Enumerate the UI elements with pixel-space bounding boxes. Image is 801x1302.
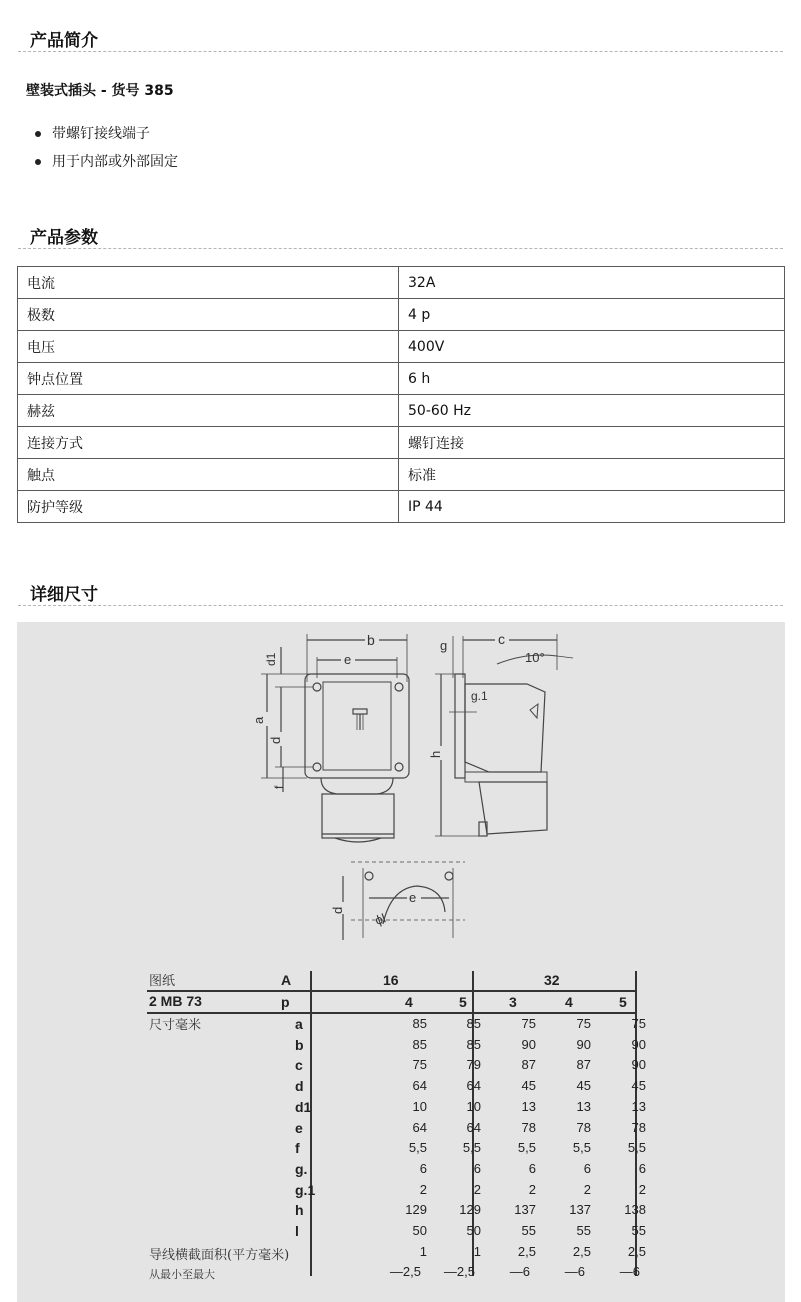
amp-group-32: 32 (544, 972, 560, 988)
table-row (18, 267, 785, 299)
table-cell: 6 (528, 1160, 536, 1176)
table-cell: 13 (631, 1098, 646, 1114)
param-value: 6 h (399, 363, 785, 395)
col-p-header: p (281, 994, 290, 1010)
table-cell: 50 (412, 1223, 427, 1238)
dim-label-phi: ϕl (372, 910, 388, 928)
table-row (18, 331, 785, 363)
table-cell: 55 (521, 1223, 536, 1238)
table-cell: 137 (569, 1202, 591, 1218)
pole-header: 5 (619, 994, 627, 1010)
param-value: 4 p (399, 299, 785, 331)
dimension-drawing (17, 622, 785, 1302)
table-cell: 90 (521, 1036, 536, 1052)
table-cell: —6 (509, 1264, 530, 1280)
param-key: 电压 (18, 331, 399, 363)
table-cell: 75 (631, 1016, 646, 1031)
table-cell: 75 (576, 1016, 591, 1031)
table-cell: 2 (638, 1181, 646, 1197)
table-cell: 1 (419, 1243, 427, 1259)
section-divider (18, 605, 783, 606)
table-cell: 5,5 (572, 1140, 591, 1156)
cross-section-label: 导线横截面积(平方毫米) (149, 1247, 290, 1263)
feature-list (26, 120, 178, 176)
param-value: 螺钉连接 (399, 427, 785, 459)
dim-label-c: c (498, 631, 505, 647)
row-label: b (295, 1036, 304, 1053)
table-cell: 10 (466, 1098, 481, 1114)
table-cell: 13 (521, 1098, 536, 1114)
dim-label-f: f (272, 785, 286, 789)
table-cell: 87 (576, 1057, 591, 1073)
front-view (251, 632, 409, 842)
dim-label-angle: 10° (525, 650, 545, 665)
row-label: h (295, 1202, 304, 1219)
table-cell: 90 (631, 1036, 646, 1052)
params-table (17, 266, 785, 523)
section-divider (18, 51, 783, 52)
table-cell: 79 (466, 1057, 481, 1073)
table-row (18, 491, 785, 523)
table-cell: 55 (631, 1223, 646, 1238)
product-title: 壁装式插头 - 货号 385 (26, 83, 174, 99)
table-cell: 50 (466, 1223, 481, 1238)
table-rule (147, 1012, 635, 1014)
param-value: 400V (399, 331, 785, 363)
row-label: g. (295, 1160, 308, 1177)
row-label: g.1 (295, 1181, 316, 1198)
row-label: a (295, 1016, 303, 1032)
table-cell: 6 (583, 1160, 591, 1176)
param-key: 钟点位置 (18, 363, 399, 395)
table-cell: 85 (412, 1036, 427, 1052)
row-label: d1 (295, 1098, 312, 1115)
table-cell: 2,5 (572, 1243, 591, 1259)
table-cell: 78 (576, 1119, 591, 1135)
param-value: 50-60 Hz (399, 395, 785, 427)
table-cell: 90 (631, 1057, 646, 1073)
section-divider (18, 248, 783, 249)
table-row (18, 299, 785, 331)
table-cell: 6 (419, 1160, 427, 1176)
dim-label-a: a (251, 716, 266, 724)
param-value: 32A (399, 267, 785, 299)
table-cell: 78 (521, 1119, 536, 1135)
dimension-table (147, 968, 647, 1282)
table-cell: 64 (466, 1078, 481, 1094)
side-view (428, 631, 573, 836)
table-cell: 45 (576, 1078, 591, 1094)
table-cell: —2,5 (443, 1264, 475, 1280)
table-cell: 87 (521, 1057, 536, 1073)
row-label: d (295, 1078, 304, 1095)
table-cell: —2,5 (389, 1264, 421, 1280)
drawing-label: 图纸 (149, 974, 176, 989)
table-cell: 137 (514, 1202, 536, 1218)
table-cell: 2 (419, 1181, 427, 1197)
dim-label-b: b (367, 632, 375, 648)
table-cell: 85 (466, 1036, 481, 1052)
row-label: l (295, 1223, 299, 1239)
param-key: 赫兹 (18, 395, 399, 427)
table-rule (473, 990, 635, 992)
table-cell: 6 (473, 1160, 481, 1176)
table-row (18, 427, 785, 459)
table-cell: 64 (412, 1078, 427, 1094)
range-label: 从最小至最大 (149, 1268, 215, 1282)
dim-label-e-lower: e (409, 890, 417, 905)
row-label: f (295, 1140, 300, 1157)
section-title-intro: 产品简介 (30, 31, 98, 51)
technical-drawing (17, 622, 785, 962)
table-cell: 129 (405, 1202, 427, 1218)
param-key: 极数 (18, 299, 399, 331)
table-cell: 2 (583, 1181, 591, 1197)
dim-label-d-lower: d (330, 906, 345, 914)
drawing-code: 2 MB 73 (149, 993, 202, 1009)
row-label: c (295, 1057, 303, 1074)
table-cell: 129 (459, 1202, 481, 1218)
table-cell: —6 (564, 1264, 585, 1280)
feature-item: 用于内部或外部固定 (26, 148, 178, 176)
table-cell: 2,5 (627, 1243, 646, 1259)
table-cell: 6 (638, 1160, 646, 1176)
param-key: 防护等级 (18, 491, 399, 523)
size-label: 尺寸毫米 (149, 1018, 202, 1033)
table-cell: 85 (466, 1016, 481, 1031)
param-key: 电流 (18, 267, 399, 299)
table-cell: 5,5 (462, 1140, 481, 1156)
table-cell: 1 (473, 1243, 481, 1259)
table-cell: 2 (528, 1181, 536, 1197)
table-cell: 13 (576, 1098, 591, 1114)
dim-label-d1: d1 (264, 652, 278, 666)
table-cell: 5,5 (517, 1140, 536, 1156)
table-cell: 55 (576, 1223, 591, 1238)
section-title-params: 产品参数 (30, 228, 98, 248)
table-cell: 45 (521, 1078, 536, 1094)
table-cell: —6 (619, 1264, 640, 1280)
table-rule (310, 971, 312, 1276)
dim-label-d: d (268, 736, 283, 744)
table-cell: 5,5 (408, 1140, 427, 1156)
table-row (18, 363, 785, 395)
table-rule (147, 990, 472, 992)
pole-header: 3 (509, 994, 517, 1010)
table-cell: 78 (631, 1119, 646, 1135)
table-row (18, 395, 785, 427)
col-a-header: A (281, 972, 292, 988)
table-row (18, 459, 785, 491)
table-cell: 75 (521, 1016, 536, 1031)
table-cell: 64 (412, 1119, 427, 1135)
table-cell: 90 (576, 1036, 591, 1052)
table-cell: 75 (412, 1057, 427, 1073)
param-key: 触点 (18, 459, 399, 491)
table-cell: 85 (412, 1016, 427, 1031)
pole-header: 5 (459, 994, 467, 1010)
feature-item: 带螺钉接线端子 (26, 120, 178, 148)
dim-label-g: g (440, 638, 448, 653)
row-label: e (295, 1119, 303, 1136)
table-cell: 2,5 (517, 1243, 536, 1259)
dim-label-e: e (344, 652, 352, 667)
amp-group-16: 16 (383, 972, 399, 988)
table-cell: 45 (631, 1078, 646, 1094)
table-cell: 10 (412, 1098, 427, 1114)
dim-label-h: h (428, 750, 443, 758)
hole-pattern-view (330, 862, 465, 940)
table-cell: 138 (624, 1202, 646, 1218)
param-key: 连接方式 (18, 427, 399, 459)
param-value: IP 44 (399, 491, 785, 523)
section-title-dims: 详细尺寸 (30, 585, 98, 605)
pole-header: 4 (565, 994, 573, 1010)
param-value: 标准 (399, 459, 785, 491)
table-cell: 2 (473, 1181, 481, 1197)
dim-label-g1: g.1 (471, 689, 488, 703)
pole-header: 4 (405, 994, 413, 1010)
table-cell: 5,5 (627, 1140, 646, 1156)
table-cell: 64 (466, 1119, 481, 1135)
